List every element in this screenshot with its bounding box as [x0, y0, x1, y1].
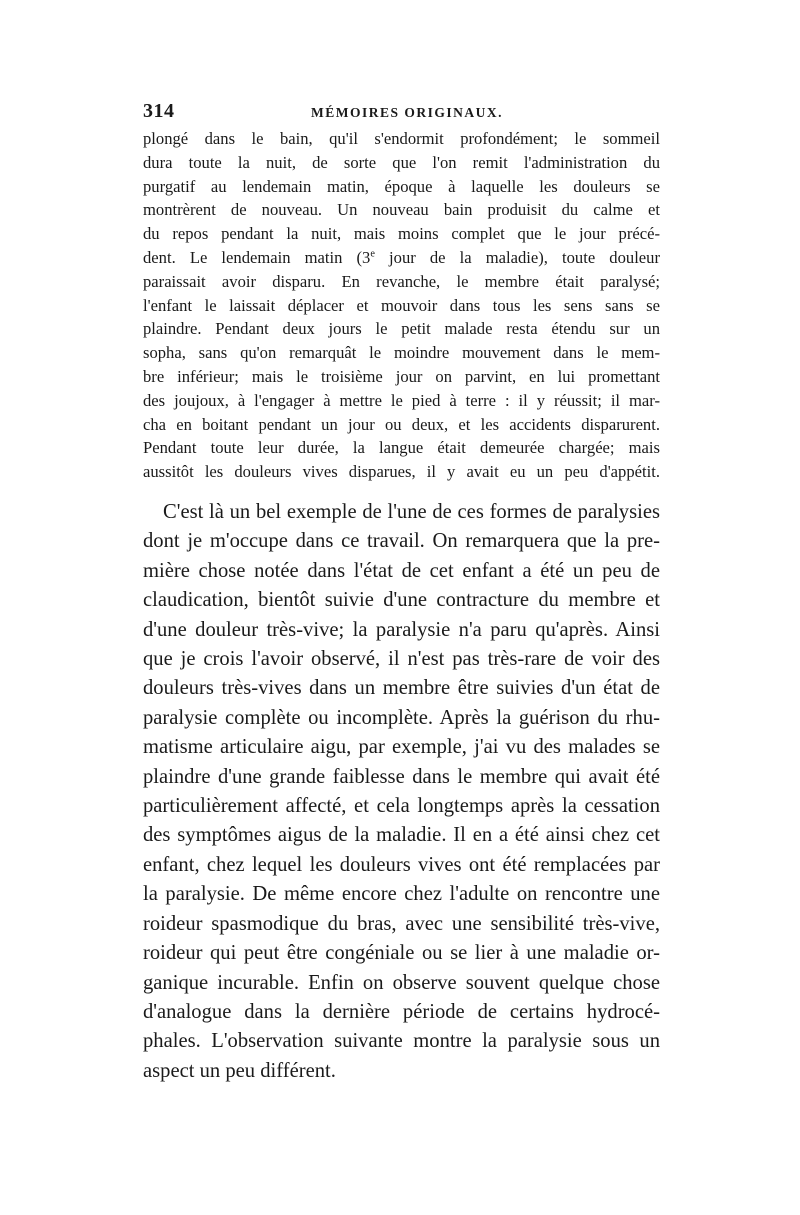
- text-line: dont je m'occupe dans ce travail. On remarquera que la pre-: [143, 530, 660, 553]
- text-line: sopha, sans qu'on remarquât le moindre mouvement dans le mem-: [143, 343, 660, 363]
- text-line: purgatif au lendemain matin, époque à laquelle les douleurs se: [143, 176, 660, 196]
- text-line: particulièrement affecté, et cela longtemps après la cessation: [143, 795, 660, 818]
- page-number: 314: [143, 100, 175, 122]
- text-line: bre inférieur; mais le troisième jour on parvint, en lui promettant: [143, 366, 660, 386]
- text-line: Pendant toute leur durée, la langue était demeurée chargée; mais: [143, 438, 660, 458]
- text-line: d'une douleur très-vive; la paralysie n'a paru qu'après. Ainsi: [143, 618, 660, 641]
- text-line: plaindre. Pendant deux jours le petit malade resta étendu sur un: [143, 319, 660, 339]
- text-fragment: jour de la maladie), toute douleur: [374, 247, 660, 267]
- text-line: C'est là un bel exemple de l'une de ces formes de paralysies: [163, 501, 660, 523]
- text-line: d'analogue dans la dernière période de certains hydrocé-: [143, 1000, 660, 1023]
- text-line: paralysie complète ou incomplète. Après la guérison du rhu-: [143, 706, 660, 729]
- text-line: montrèrent de nouveau. Un nouveau bain produisit du calme et: [143, 200, 660, 220]
- text-line-with-superscript: [143, 246, 660, 270]
- text-line: roideur qui peut être congéniale ou se lier à une maladie or-: [143, 942, 660, 965]
- text-line: aussitôt les douleurs vives disparues, il y avait eu un peu d'appétit.: [143, 462, 660, 482]
- text-line: phales. L'observation suivante montre la paralysie sous un: [143, 1030, 660, 1053]
- text-line: du repos pendant la nuit, mais moins complet que le jour précé-: [143, 224, 660, 244]
- paragraph-commentary: [143, 498, 660, 1086]
- text-line: plaindre d'une grande faiblesse dans le membre qui avait été: [143, 765, 660, 788]
- paragraph-small-print: [143, 127, 660, 484]
- text-line: dura toute la nuit, de sorte que l'on remit l'administration du: [143, 152, 660, 172]
- text-line: des joujoux, à l'engager à mettre le pied à terre : il y réussit; il mar-: [143, 390, 660, 410]
- text-line: paraissait avoir disparu. En revanche, le membre était paralysé;: [143, 271, 660, 291]
- text-line: plongé dans le bain, qu'il s'endormit profondément; le sommeil: [143, 129, 660, 148]
- text-line: claudication, bientôt suivie d'une contracture du membre et: [143, 589, 660, 612]
- text-line: mière chose notée dans l'état de cet enfant a été un peu de: [143, 559, 660, 582]
- text-line: matisme articulaire aigu, par exemple, j'ai vu des malades se: [143, 736, 660, 759]
- text-fragment: dent. Le lendemain matin (3: [143, 247, 371, 267]
- text-line: enfant, chez lequel les douleurs vives ont été remplacées par: [143, 853, 660, 876]
- page-header: [143, 100, 660, 126]
- text-line: cha en boitant pendant un jour ou deux, et les accidents disparurent.: [143, 414, 660, 434]
- text-line: l'enfant le laissait déplacer et mouvoir dans tous les sens sans se: [143, 295, 660, 315]
- text-line: ganique incurable. Enfin on observe souvent quelque chose: [143, 971, 660, 994]
- running-title: MÉMOIRES ORIGINAUX.: [311, 105, 504, 120]
- text-line: que je crois l'avoir observé, il n'est pas très-rare de voir des: [143, 648, 660, 671]
- text-line: douleurs très-vives dans un membre être suivies d'un état de: [143, 677, 660, 700]
- text-line: des symptômes aigus de la maladie. Il en a été ainsi chez cet: [143, 824, 660, 847]
- text-line: la paralysie. De même encore chez l'adulte on rencontre une: [143, 883, 660, 906]
- text-line: roideur spasmodique du bras, avec une sensibilité très-vive,: [143, 912, 660, 935]
- superscript: e: [370, 248, 375, 260]
- text-line: aspect un peu différent.: [143, 1059, 336, 1082]
